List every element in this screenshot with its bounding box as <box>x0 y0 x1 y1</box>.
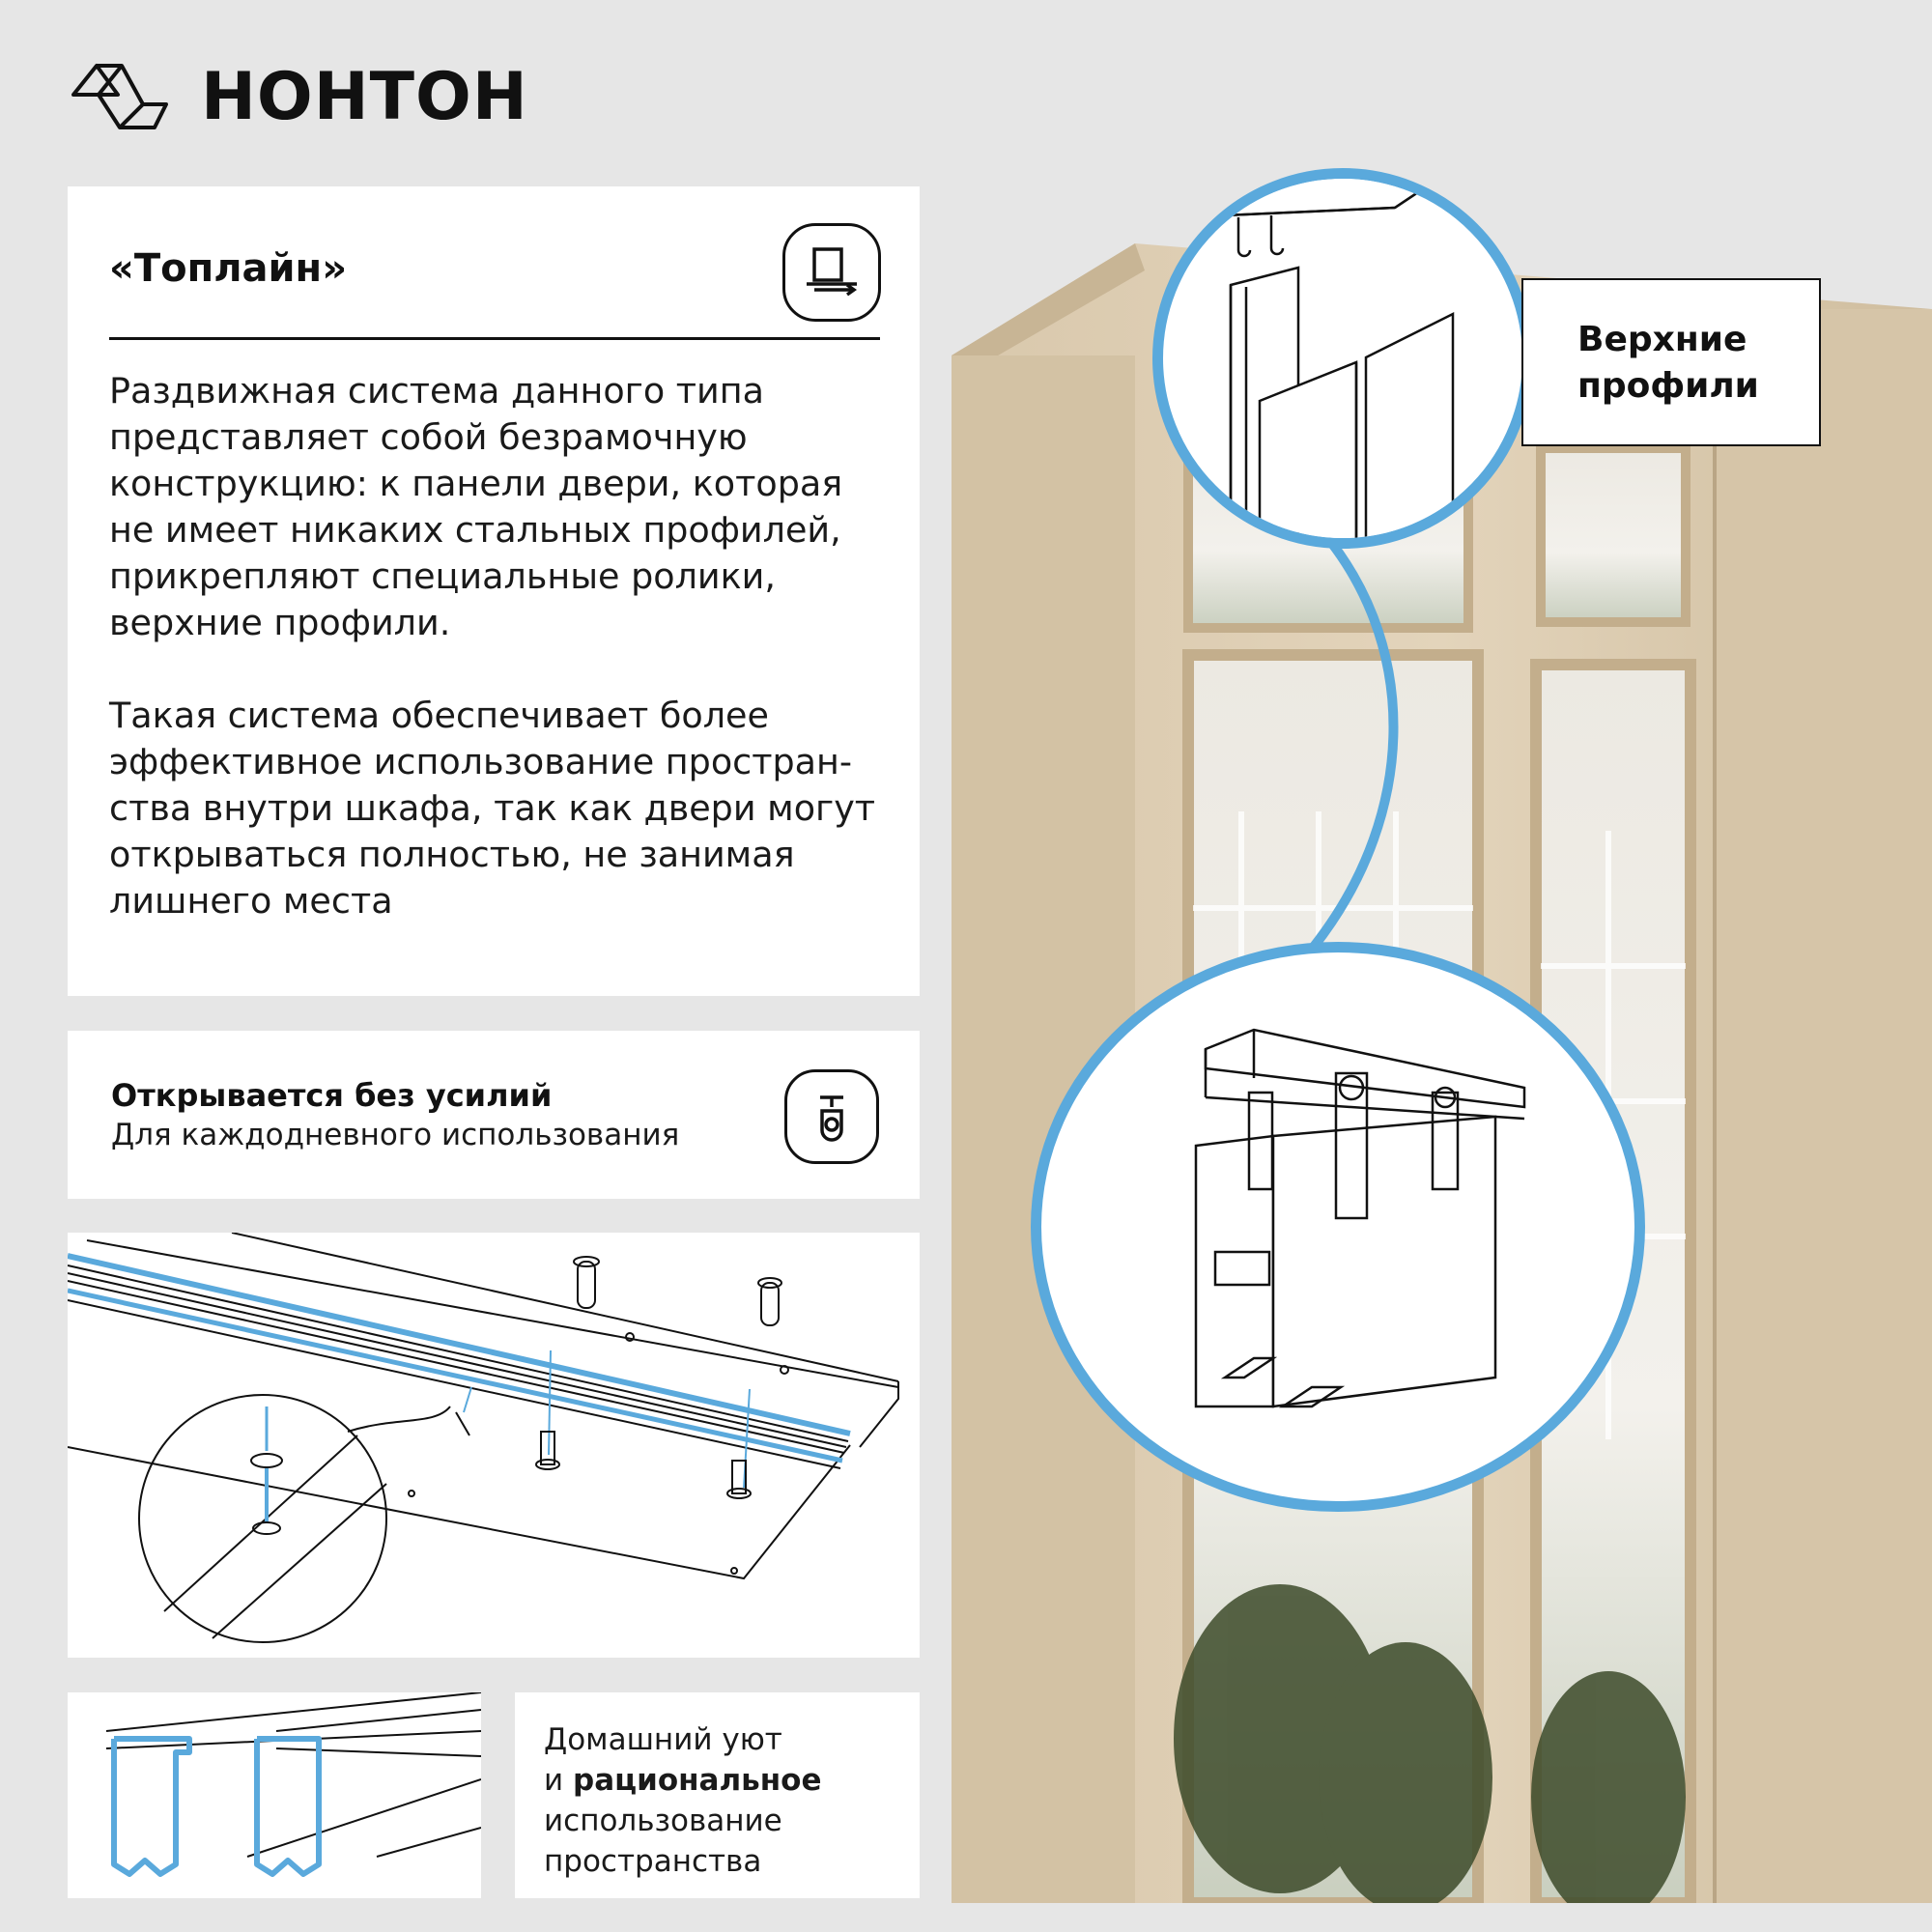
top-profile-zoom <box>1152 168 1533 549</box>
brand-name: НОНТОН <box>201 58 528 135</box>
description-card <box>68 186 920 996</box>
note-card <box>515 1692 920 1898</box>
callout-label <box>1521 278 1821 446</box>
roller-icon <box>784 1069 879 1164</box>
note-line-2: и рациональное <box>544 1763 822 1798</box>
callout-line-2: профили <box>1577 366 1759 406</box>
logo-mark-icon <box>70 58 174 135</box>
note-highlight: рациональное <box>573 1763 822 1798</box>
roller-mechanism-zoom <box>1031 942 1645 1512</box>
brand-logo <box>70 53 572 140</box>
connector-line <box>1294 522 1430 966</box>
note-text <box>544 1719 822 1882</box>
note-line-3: использование <box>544 1804 782 1838</box>
description-paragraph-1: Раздвижная система данного типа представляет собой безрамочную конструкцию: к панели двери, которая не имеет никаких стальных профилей, прикрепляют специальные ролики, верхние профили. <box>109 370 843 643</box>
divider <box>109 337 880 340</box>
feature-title: Открывается без усилий <box>111 1077 553 1114</box>
feature-subtitle: Для каждодневного использования <box>111 1118 680 1152</box>
door-slide-icon <box>782 223 881 322</box>
feature-card <box>68 1031 920 1199</box>
note-line-1: Домашний уют <box>544 1722 782 1757</box>
description-paragraph-2: Такая система обеспечивает более эффективное использование простран-ства внутри шкафа, так как двери могут открываться полностью, не занимая лишнего места <box>109 695 876 922</box>
note-line-4: пространства <box>544 1844 762 1879</box>
profile-cross-section-illustration <box>68 1692 481 1898</box>
rail-installation-illustration <box>68 1233 920 1658</box>
card-title: «Топлайн» <box>109 246 348 291</box>
callout-line-1: Верхние <box>1577 320 1747 359</box>
